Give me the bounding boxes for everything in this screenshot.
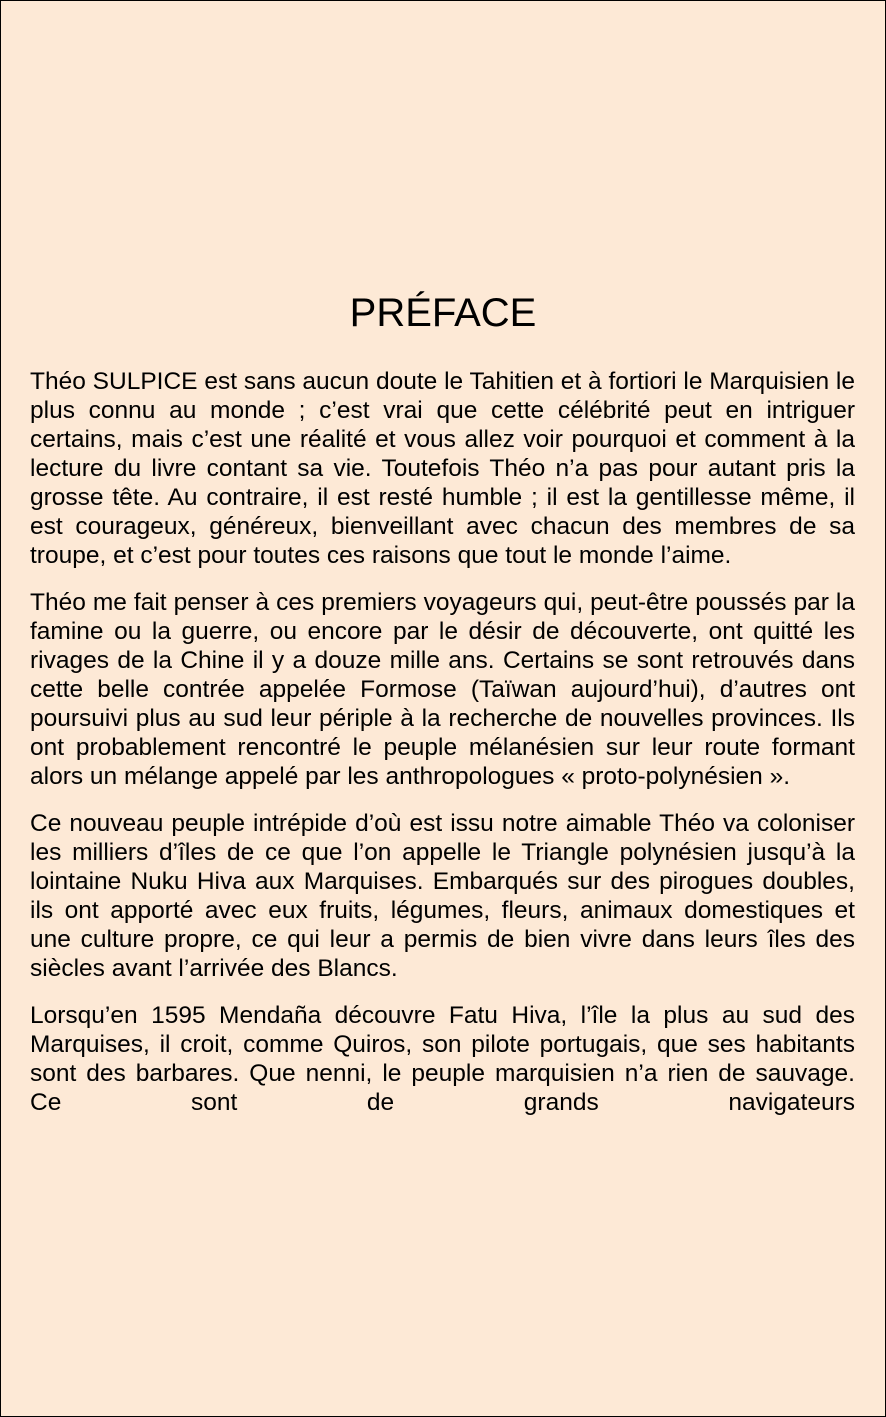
paragraph-4: Lorsqu’en 1595 Mendaña découvre Fatu Hiva, l’île la plus au sud des Marquises, il croit, comme Quiros, son pilote portugais, que ses habitants sont des barbares. Que nenni, le peuple marquisien n’a rien de sauvage. Ce sont de grands navigateurs [30,1002,855,1116]
paragraph-1: Théo SULPICE est sans aucun doute le Tahitien et à fortiori le Marquisien le plus connu au monde ; c’est vrai que cette célébrité peut en intriguer certains, mais c’est une réalité et vous allez voir pourquoi et comment à la lecture du livre contant sa vie. Toutefois Théo n’a pas pour autant pris la grosse tête. Au contraire, il est resté humble ; il est la gentillesse même, il est courageux, généreux, bienveillant avec chacun des membres de sa troupe, et c’est pour toutes ces raisons que tout le monde l’aime. [30,368,855,569]
paragraph-2: Théo me fait penser à ces premiers voyageurs qui, peut-être poussés par la famine ou la guerre, ou encore par le désir de découverte, ont quitté les rivages de la Chine il y a douze mille ans. Certains se sont retrouvés dans cette belle contrée appelée Formose (Taïwan aujourd’hui), d’autres ont poursuivi plus au sud leur périple à la recherche de nouvelles provinces. Ils ont probablement rencontré le peuple mélanésien sur leur route formant alors un mélange appelé par les anthropologues « proto-polynésien ». [30,589,855,790]
page-title: PRÉFACE [349,291,537,335]
preface-body [30,367,855,1135]
paragraph-3: Ce nouveau peuple intrépide d’où est issu notre aimable Théo va coloniser les milliers d’îles de ce que l’on appelle le Triangle polynésien jusqu’à la lointaine Nuku Hiva aux Marquises. Embarqués sur des pirogues doubles, ils ont apporté avec eux fruits, légumes, fleurs, animaux domestiques et une culture propre, ce qui leur a permis de bien vivre dans leurs îles des siècles avant l’arrivée des Blancs. [30,810,855,982]
